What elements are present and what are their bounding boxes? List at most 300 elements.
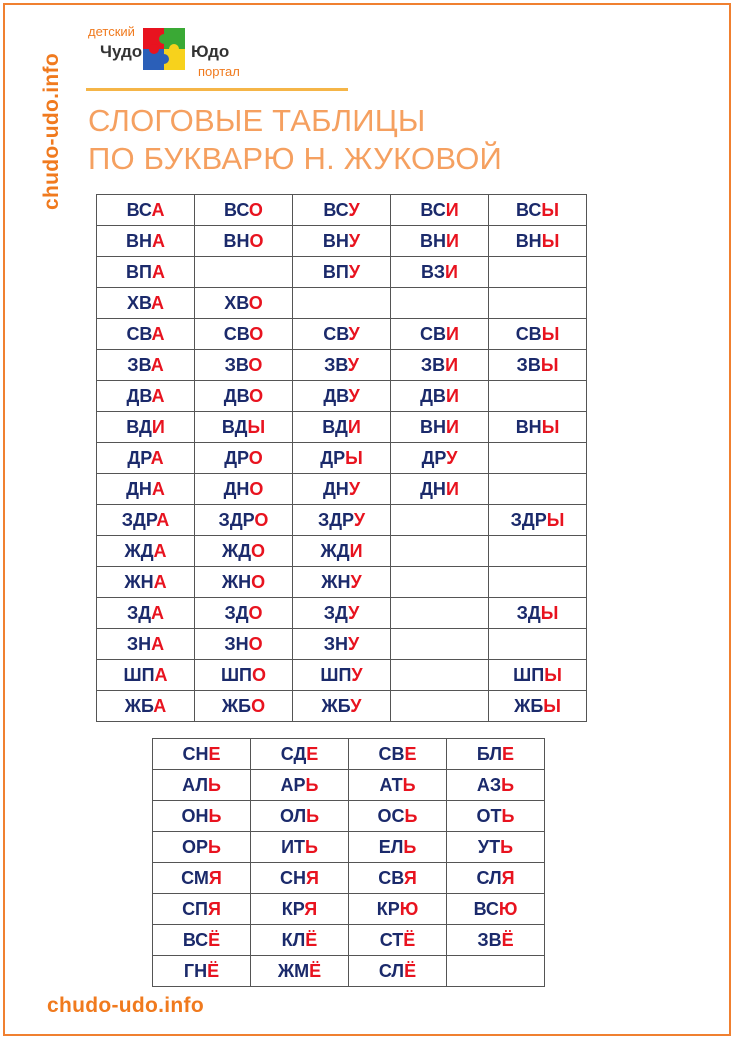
syllable-cell: [391, 443, 489, 474]
syllable-consonants: ВН: [420, 416, 447, 437]
table-row: [97, 319, 587, 350]
syllable-vowel: А: [151, 385, 165, 406]
syllable-consonants: ЗДР: [510, 509, 547, 530]
syllable-vowel: О: [248, 447, 263, 468]
table-row: [97, 567, 587, 598]
syllable-consonants: СП: [182, 898, 208, 919]
table-row: [97, 474, 587, 505]
syllable-consonants: ЗВ: [224, 354, 249, 375]
syllable-cell: [489, 505, 587, 536]
syllable-vowel: И: [445, 261, 458, 282]
syllable-consonants: СМ: [181, 867, 209, 888]
syllable-consonants: ВП: [126, 261, 152, 282]
syllable-vowel: Ь: [208, 805, 222, 826]
syllable-vowel: О: [248, 292, 263, 313]
syllable-vowel: Я: [403, 867, 417, 888]
syllable-vowel: У: [348, 478, 361, 499]
syllable-vowel: Я: [304, 898, 318, 919]
syllable-consonants: СВ: [378, 743, 405, 764]
syllable-cell: [447, 739, 545, 770]
empty-cell: [391, 598, 489, 629]
empty-cell: [391, 629, 489, 660]
syllable-consonants: ШП: [513, 664, 545, 685]
syllable-cell: [349, 739, 447, 770]
syllable-cell: [293, 629, 391, 660]
syllable-cell: [293, 381, 391, 412]
syllable-vowel: А: [154, 664, 168, 685]
syllable-cell: [97, 660, 195, 691]
syllable-cell: [195, 381, 293, 412]
syllable-consonants: ВС: [323, 199, 349, 220]
syllable-cell: [349, 770, 447, 801]
syllable-cell: [293, 350, 391, 381]
syllable-vowel: О: [249, 478, 264, 499]
syllable-consonants: ВД: [126, 416, 152, 437]
syllable-vowel: У: [348, 385, 360, 406]
syllable-consonants: ЖД: [320, 540, 350, 561]
syllable-consonants: ЖБ: [221, 695, 252, 716]
syllable-vowel: А: [151, 602, 165, 623]
table-row: [97, 629, 587, 660]
syllable-cell: [195, 226, 293, 257]
syllable-cell: [251, 956, 349, 987]
syllable-consonants: ДР: [320, 447, 346, 468]
syllable-vowel: Ь: [500, 836, 514, 857]
syllable-vowel: И: [446, 416, 459, 437]
syllable-consonants: ЗДР: [121, 509, 157, 530]
syllable-vowel: Ё: [305, 929, 318, 950]
syllable-cell: [349, 925, 447, 956]
syllable-consonants: БЛ: [476, 743, 503, 764]
syllable-cell: [489, 691, 587, 722]
syllable-cell: [293, 660, 391, 691]
syllable-cell: [251, 863, 349, 894]
syllable-cell: [293, 195, 391, 226]
empty-cell: [489, 381, 587, 412]
empty-cell: [447, 956, 545, 987]
syllable-vowel: У: [351, 664, 363, 685]
syllable-vowel: Ы: [541, 416, 560, 437]
syllable-consonants: ИТ: [281, 836, 305, 857]
syllable-cell: [251, 832, 349, 863]
syllable-cell: [251, 801, 349, 832]
empty-cell: [489, 288, 587, 319]
syllable-cell: [447, 770, 545, 801]
syllable-vowel: О: [249, 385, 264, 406]
syllable-vowel: Ы: [345, 447, 363, 468]
syllable-cell: [293, 505, 391, 536]
syllable-cell: [293, 443, 391, 474]
syllable-consonants: ВП: [322, 261, 349, 282]
syllable-consonants: ЗН: [323, 633, 349, 654]
syllable-vowel: А: [151, 292, 165, 313]
syllable-cell: [195, 505, 293, 536]
syllable-vowel: Ь: [402, 774, 416, 795]
syllable-vowel: Ы: [544, 664, 562, 685]
table-row: [153, 925, 545, 956]
syllable-cell: [97, 381, 195, 412]
syllable-vowel: О: [251, 571, 266, 592]
syllable-vowel: У: [446, 447, 458, 468]
syllable-vowel: И: [349, 540, 363, 561]
syllable-cell: [195, 567, 293, 598]
syllable-consonants: ВЗ: [421, 261, 446, 282]
syllable-cell: [153, 863, 251, 894]
syllable-cell: [97, 567, 195, 598]
syllable-cell: [489, 319, 587, 350]
site-logo[interactable]: [86, 22, 256, 82]
syllable-vowel: У: [347, 354, 359, 375]
puzzle-logo-icon: [141, 26, 187, 72]
syllable-vowel: Ё: [309, 960, 322, 981]
syllable-consonants: СВ: [378, 867, 404, 888]
syllable-cell: [447, 863, 545, 894]
syllable-vowel: И: [445, 354, 459, 375]
syllable-cell: [391, 257, 489, 288]
syllable-consonants: СВ: [223, 323, 250, 344]
syllable-vowel: Ь: [305, 836, 318, 857]
syllable-consonants: ДР: [224, 447, 249, 468]
syllable-consonants: ЖБ: [321, 695, 351, 716]
syllable-consonants: СВ: [126, 323, 152, 344]
syllable-cell: [489, 412, 587, 443]
syllable-vowel: У: [348, 323, 360, 344]
syllable-consonants: АЗ: [476, 774, 502, 795]
syllable-consonants: ВС: [224, 199, 249, 220]
syllable-consonants: ВС: [126, 199, 152, 220]
syllable-cell: [391, 226, 489, 257]
syllable-consonants: ОЛ: [279, 805, 307, 826]
syllable-cell: [153, 770, 251, 801]
syllable-cell: [349, 863, 447, 894]
syllable-cell: [195, 350, 293, 381]
syllable-consonants: ВН: [420, 230, 447, 251]
syllable-cell: [97, 536, 195, 567]
syllable-consonants: СВ: [420, 323, 447, 344]
empty-cell: [489, 629, 587, 660]
syllable-cell: [195, 288, 293, 319]
syllable-consonants: ЗВ: [516, 354, 541, 375]
syllable-cell: [153, 801, 251, 832]
empty-cell: [489, 474, 587, 505]
table-row: [97, 660, 587, 691]
syllable-vowel: А: [151, 261, 165, 282]
syllable-cell: [195, 598, 293, 629]
syllable-cell: [489, 195, 587, 226]
table-row: [97, 598, 587, 629]
syllable-vowel: И: [445, 478, 459, 499]
syllable-cell: [251, 925, 349, 956]
syllable-consonants: ВН: [223, 230, 250, 251]
bottom-site-url[interactable]: chudo-udo.info: [47, 994, 204, 1017]
syllable-cell: [195, 319, 293, 350]
table-row: [97, 536, 587, 567]
syllable-consonants: ДН: [322, 478, 349, 499]
syllable-cell: [97, 691, 195, 722]
syllable-consonants: ВН: [126, 230, 152, 251]
syllable-consonants: ЗВ: [324, 354, 348, 375]
syllable-cell: [293, 691, 391, 722]
syllable-vowel: Ю: [399, 898, 419, 919]
syllable-consonants: ЗДР: [317, 509, 354, 530]
syllable-consonants: ВД: [221, 416, 248, 437]
logo-word-right: Юдо: [191, 42, 230, 61]
syllable-vowel: Ь: [501, 805, 515, 826]
syllable-consonants: ВН: [515, 230, 542, 251]
syllable-consonants: ЖД: [221, 540, 252, 561]
syllable-cell: [251, 894, 349, 925]
syllable-consonants: ВС: [182, 929, 209, 950]
syllable-vowel: А: [151, 478, 165, 499]
syllable-vowel: У: [353, 509, 366, 530]
syllable-cell: [195, 195, 293, 226]
syllable-vowel: Ы: [541, 199, 559, 220]
syllable-consonants: ДВ: [126, 385, 152, 406]
syllable-cell: [97, 319, 195, 350]
syllable-cell: [293, 598, 391, 629]
syllable-vowel: Ы: [541, 230, 560, 251]
syllable-consonants: ВН: [322, 230, 349, 251]
syllable-vowel: У: [348, 230, 361, 251]
syllable-consonants: ШП: [320, 664, 352, 685]
table-row: [97, 691, 587, 722]
syllable-vowel: Ы: [543, 695, 561, 716]
title-line-2: ПО БУКВАРЮ Н. ЖУКОВОЙ: [88, 141, 502, 176]
syllable-consonants: ЕЛ: [378, 836, 404, 857]
syllable-cell: [447, 925, 545, 956]
syllable-vowel: О: [254, 509, 269, 530]
empty-cell: [391, 505, 489, 536]
syllable-vowel: Ё: [403, 929, 416, 950]
syllable-consonants: АЛ: [182, 774, 208, 795]
page-title: [88, 102, 502, 178]
logo-bottom-word: портал: [198, 64, 240, 79]
syllable-vowel: И: [445, 199, 459, 220]
syllable-consonants: ВС: [420, 199, 446, 220]
syllable-consonants: ОР: [182, 836, 209, 857]
syllable-cell: [489, 226, 587, 257]
table-row: [97, 381, 587, 412]
syllable-vowel: А: [150, 354, 164, 375]
syllable-vowel: Ь: [305, 774, 319, 795]
syllable-cell: [97, 505, 195, 536]
syllable-vowel: Ё: [207, 960, 220, 981]
syllable-vowel: Ь: [403, 836, 417, 857]
syllable-consonants: КЛ: [281, 929, 306, 950]
syllable-cell: [293, 412, 391, 443]
logo-top-word: детский: [88, 24, 135, 39]
syllable-cell: [251, 739, 349, 770]
syllable-vowel: О: [248, 633, 263, 654]
empty-cell: [489, 257, 587, 288]
syllable-vowel: А: [151, 323, 165, 344]
empty-cell: [391, 288, 489, 319]
syllable-cell: [293, 567, 391, 598]
table-row: [153, 801, 545, 832]
syllable-consonants: ДН: [126, 478, 152, 499]
syllable-consonants: ЖД: [124, 540, 154, 561]
syllable-vowel: У: [348, 199, 360, 220]
syllable-cell: [153, 925, 251, 956]
syllable-consonants: ХВ: [126, 292, 152, 313]
syllable-cell: [195, 443, 293, 474]
empty-cell: [391, 536, 489, 567]
syllable-vowel: Ь: [501, 774, 515, 795]
syllable-consonants: ДР: [127, 447, 151, 468]
syllable-cell: [293, 319, 391, 350]
syllable-cell: [153, 739, 251, 770]
syllable-consonants: ЗВ: [477, 929, 502, 950]
syllable-vowel: О: [249, 230, 264, 251]
syllable-cell: [349, 956, 447, 987]
syllable-consonants: ВС: [516, 199, 542, 220]
syllable-consonants: КР: [376, 898, 400, 919]
syllable-vowel: И: [445, 385, 459, 406]
syllable-consonants: АТ: [379, 774, 403, 795]
syllable-vowel: Ы: [541, 323, 560, 344]
table-row: [97, 195, 587, 226]
syllable-cell: [391, 474, 489, 505]
syllable-cell: [97, 350, 195, 381]
syllable-cell: [391, 195, 489, 226]
logo-word-left: Чудо: [100, 42, 143, 61]
syllable-vowel: А: [153, 540, 167, 561]
syllable-vowel: А: [152, 230, 165, 251]
syllable-vowel: Ё: [404, 960, 417, 981]
syllable-vowel: Ь: [208, 836, 221, 857]
table-row: [97, 226, 587, 257]
syllable-consonants: СВ: [323, 323, 349, 344]
syllable-vowel: О: [248, 354, 263, 375]
table-row: [153, 739, 545, 770]
syllable-cell: [489, 350, 587, 381]
empty-cell: [489, 443, 587, 474]
syllable-cell: [195, 474, 293, 505]
syllable-vowel: О: [251, 695, 266, 716]
table-row: [97, 257, 587, 288]
syllable-vowel: Е: [208, 743, 221, 764]
syllable-cell: [447, 894, 545, 925]
table-row: [97, 412, 587, 443]
syllable-consonants: СД: [280, 743, 307, 764]
syllable-consonants: ЖМ: [277, 960, 310, 981]
table-row: [153, 863, 545, 894]
syllable-consonants: ДВ: [323, 385, 349, 406]
syllable-cell: [293, 536, 391, 567]
empty-cell: [489, 536, 587, 567]
syllable-vowel: А: [151, 633, 165, 654]
syllable-consonants: ДН: [420, 478, 446, 499]
syllable-consonants: ЖБ: [514, 695, 544, 716]
syllable-cell: [391, 350, 489, 381]
syllable-consonants: ЗВ: [127, 354, 151, 375]
syllable-consonants: СВ: [515, 323, 542, 344]
syllable-vowel: О: [251, 540, 266, 561]
syllable-consonants: ВН: [515, 416, 542, 437]
syllable-consonants: СН: [182, 743, 209, 764]
title-rule: [86, 88, 348, 91]
syllable-cell: [447, 801, 545, 832]
syllable-table-2: [152, 738, 545, 987]
syllable-cell: [349, 801, 447, 832]
syllable-consonants: КР: [281, 898, 305, 919]
table-row: [97, 350, 587, 381]
syllable-vowel: Ы: [540, 354, 559, 375]
syllable-vowel: Ь: [306, 805, 320, 826]
empty-cell: [195, 257, 293, 288]
syllable-consonants: ЖН: [221, 571, 252, 592]
syllable-cell: [97, 598, 195, 629]
empty-cell: [489, 567, 587, 598]
syllable-consonants: ВС: [473, 898, 499, 919]
syllable-cell: [489, 660, 587, 691]
syllable-vowel: И: [446, 230, 459, 251]
syllable-consonants: ЗН: [224, 633, 249, 654]
syllable-cell: [97, 412, 195, 443]
syllable-vowel: О: [248, 602, 263, 623]
syllable-consonants: АР: [280, 774, 306, 795]
syllable-vowel: Я: [208, 867, 222, 888]
syllable-vowel: У: [350, 695, 362, 716]
syllable-vowel: Ё: [208, 929, 221, 950]
syllable-cell: [153, 832, 251, 863]
syllable-vowel: Ы: [540, 602, 559, 623]
syllable-consonants: СЛ: [476, 867, 502, 888]
syllable-cell: [97, 226, 195, 257]
side-site-url[interactable]: chudo-udo.info: [40, 53, 63, 210]
empty-cell: [391, 567, 489, 598]
table-row: [97, 288, 587, 319]
syllable-consonants: ЗДР: [218, 509, 255, 530]
syllable-consonants: ЖБ: [124, 695, 154, 716]
syllable-cell: [195, 691, 293, 722]
empty-cell: [391, 691, 489, 722]
syllable-consonants: УТ: [477, 836, 501, 857]
syllable-consonants: ЗД: [516, 602, 541, 623]
empty-cell: [391, 660, 489, 691]
syllable-vowel: О: [248, 199, 263, 220]
syllable-vowel: Ы: [546, 509, 565, 530]
syllable-consonants: ДР: [421, 447, 447, 468]
syllable-cell: [153, 894, 251, 925]
syllable-cell: [97, 257, 195, 288]
syllable-consonants: ЗД: [224, 602, 249, 623]
syllable-cell: [153, 956, 251, 987]
syllable-vowel: Я: [208, 898, 221, 919]
syllable-vowel: А: [153, 695, 167, 716]
empty-cell: [293, 288, 391, 319]
syllable-vowel: А: [150, 447, 164, 468]
syllable-vowel: Ю: [498, 898, 518, 919]
syllable-consonants: ГН: [183, 960, 208, 981]
syllable-vowel: Я: [501, 867, 515, 888]
syllable-consonants: ОС: [377, 805, 405, 826]
syllable-vowel: И: [446, 323, 459, 344]
syllable-consonants: СЛ: [378, 960, 405, 981]
syllable-consonants: СТ: [379, 929, 404, 950]
syllable-cell: [97, 288, 195, 319]
syllable-vowel: Ь: [207, 774, 221, 795]
table-row: [153, 832, 545, 863]
syllable-vowel: Я: [306, 867, 319, 888]
syllable-consonants: ЗД: [126, 602, 152, 623]
syllable-vowel: А: [151, 199, 165, 220]
syllable-consonants: ЖН: [124, 571, 154, 592]
syllable-consonants: ДВ: [223, 385, 250, 406]
syllable-cell: [293, 226, 391, 257]
syllable-cell: [97, 629, 195, 660]
syllable-cell: [195, 629, 293, 660]
